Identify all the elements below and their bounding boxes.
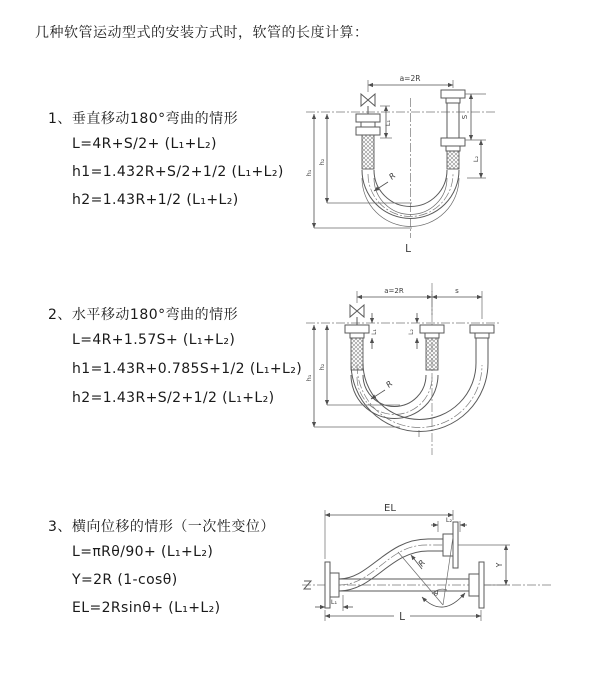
braided-hose-section xyxy=(426,338,438,370)
left-hose-end xyxy=(356,114,380,169)
label-L1: L₁ xyxy=(371,329,378,335)
dimension-S xyxy=(461,94,486,140)
section-3-heading: 3、横向位移的情形（一次性变位） xyxy=(48,519,275,535)
right-hose-end xyxy=(470,325,494,363)
label-a-2R: a=2R xyxy=(399,74,421,83)
braided-hose-section xyxy=(362,135,374,169)
dimension-L1 xyxy=(371,313,378,349)
upper-flange xyxy=(443,522,458,568)
label-h2: h₂ xyxy=(318,158,326,166)
label-s: s xyxy=(455,287,459,295)
label-theta: θ xyxy=(434,590,439,598)
label-L2: L₂ xyxy=(445,516,453,524)
dimension-L xyxy=(325,610,481,623)
radius-callout xyxy=(374,171,397,191)
middle-hose-end xyxy=(420,325,444,370)
valve-icon xyxy=(350,305,364,325)
right-hose-end xyxy=(441,90,465,169)
diagram-lateral-displacement xyxy=(298,495,590,655)
label-Y: Y xyxy=(495,562,504,568)
label-L: L xyxy=(405,243,411,255)
radius-callout xyxy=(371,379,394,399)
dimension-a-2R xyxy=(368,74,453,92)
braided-hose-section xyxy=(351,338,363,370)
dimension-L2 xyxy=(467,140,486,178)
label-L2: L₂ xyxy=(472,155,480,163)
label-L1: L₁ xyxy=(384,119,392,127)
braided-hose-section xyxy=(447,151,459,169)
section-1-heading: 1、垂直移动180°弯曲的情形 xyxy=(48,111,239,127)
displaced-hose-position xyxy=(339,539,443,591)
dimension-L1 xyxy=(315,595,353,611)
page-title: 几种软管运动型式的安装方式时，软管的长度计算： xyxy=(35,25,369,41)
section-1-formula-L: L=4R+S/2+ (L₁+L₂) xyxy=(72,136,217,152)
label-L2: L₂ xyxy=(408,329,415,335)
radius-callout xyxy=(411,555,427,569)
hose-u-bend xyxy=(351,363,488,431)
label-h1: h₁ xyxy=(305,374,313,382)
label-R: R xyxy=(387,171,398,182)
label-L: L xyxy=(399,611,405,623)
section-2-formula-h2: h2=1.43R+S/2+1/2 (L₁+L₂) xyxy=(72,390,275,406)
section-3-formula-EL: EL=2Rsinθ+ (L₁+L₂) xyxy=(72,600,221,616)
left-hose-end xyxy=(345,325,369,370)
label-h1: h₁ xyxy=(305,169,313,177)
dimension-L2 xyxy=(408,313,417,349)
section-1-formula-h1: h1=1.432R+S/2+1/2 (L₁+L₂) xyxy=(72,164,284,180)
diagram-vertical-180-bend xyxy=(300,70,575,260)
section-2-formula-h1: h1=1.43R+0.785S+1/2 (L₁+L₂) xyxy=(72,361,303,377)
dimension-s xyxy=(432,287,482,319)
label-a-2R: a=2R xyxy=(384,287,404,295)
diagram-horizontal-180-bend xyxy=(300,275,580,470)
label-h2: h₂ xyxy=(318,363,326,371)
section-2-heading: 2、水平移动180°弯曲的情形 xyxy=(48,307,239,323)
label-R: R xyxy=(416,558,428,569)
label-EL: EL xyxy=(384,503,396,514)
section-1-formula-h2: h2=1.43R+1/2 (L₁+L₂) xyxy=(72,192,239,208)
section-2-formula-L: L=4R+1.57S+ (L₁+L₂) xyxy=(72,332,236,348)
right-flange xyxy=(469,562,484,608)
dimension-L1 xyxy=(380,106,392,138)
label-L1: L₁ xyxy=(330,598,338,606)
label-R: R xyxy=(384,379,395,390)
dimension-a-2R xyxy=(357,287,432,315)
section-3-formula-Y: Y=2R (1-cosθ) xyxy=(72,572,178,588)
valve-icon xyxy=(361,94,375,114)
section-3-formula-L: L=πRθ/90+ (L₁+L₂) xyxy=(72,544,214,560)
dimension-L2 xyxy=(431,516,467,532)
label-S: S xyxy=(461,114,469,120)
